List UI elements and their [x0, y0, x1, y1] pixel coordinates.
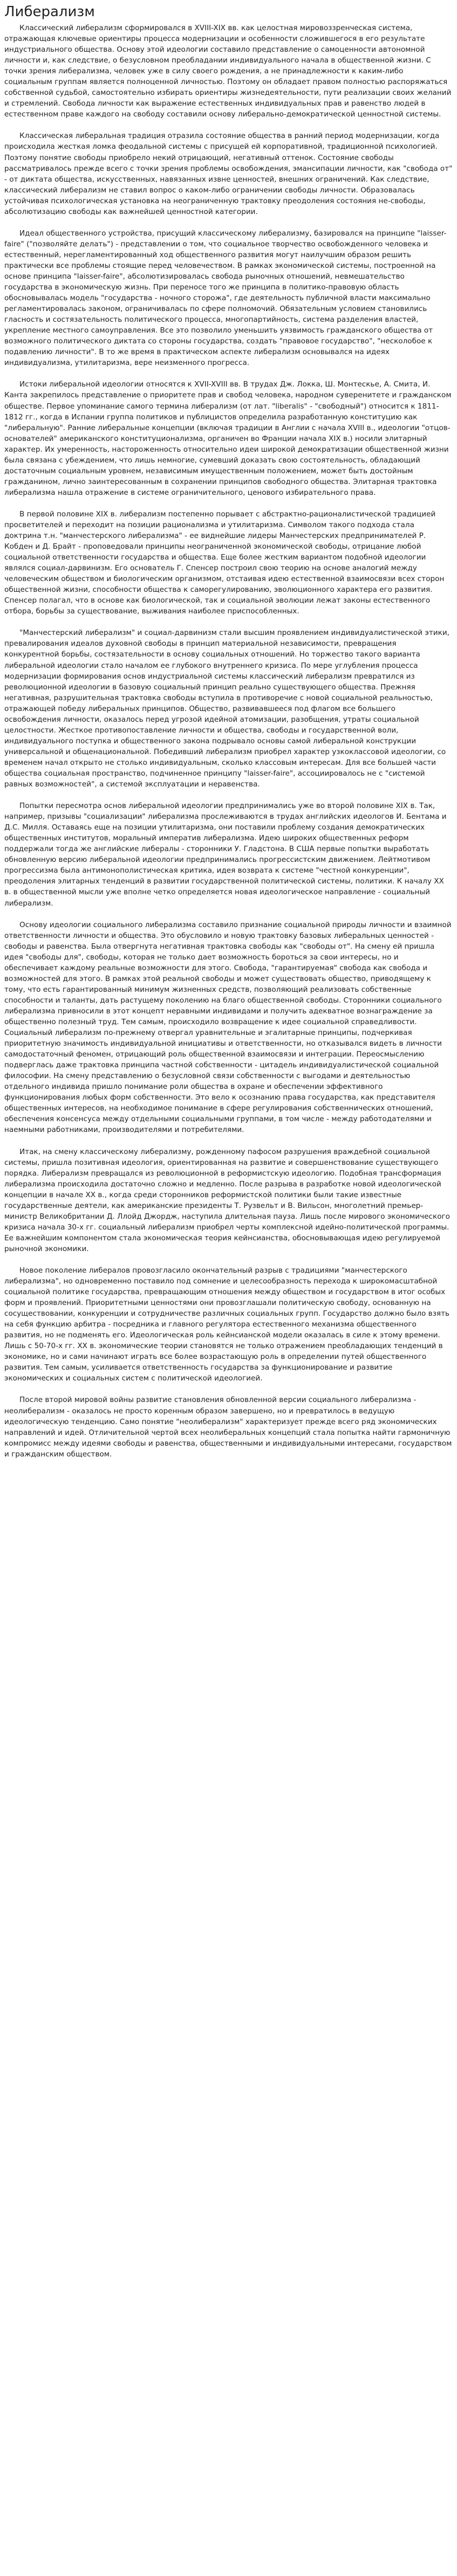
article-paragraph: Основу идеологии социального либерализма составило признание социальной природы личности и взаимной ответственности личности и общества. Это обусловило и новую трактовку базовых либеральных ценностей - свободы и равенства. Была отвергнута негативная трактовка свободы как "свободы от". На смену ей пришла идея "свободы для", свободы, которая не только дает возможность бороться за свои интересы, но и обеспечивает каждому реальные возможности для этого. Свобода, "гарантируемая" свобода как свобода и возможностей для этого. В рамках этой реальной свободы и может существовать общество, приводящему к тому, что есть гарантированный минимум жизненных средств, позволяющий реализовать собственные способности и таланты, дать растущему поколению на благо общественной свободы. Сторонники социального либерализма привносили в этот концепт неравными индивидами и получить адекватное вознаграждение за общественно полезный труд. Тем самым, происходило возвращение к идее социальной справедливости. Социальный либерализм по-прежнему отвергал уравнительные и эгалитарные принципы, подчеркивая приоритетную значимость индивидуальной инициативы и ответственности, но отказывался видеть в личности самодостаточный феномен, отрицающий роль общественной взаимосвязи и интеграции. Переосмыслению подверглась даже трактовка принципа частной собственности - цитадель индивидуалистической социальной философии. На смену представлению о безусловной связи собственности с выгодами и деятельностью отдельного индивида пришло понимание роли общества в охране и обеспечении эффективного функционирования любых форм собственности. Это вело к осознанию права государства, как представителя общественных интересов, на необходимое понимание в сфере регулирования собственнических отношений, обеспечения консенсуса между отдельными социальными группами, в том числе - между работодателями и наемными работниками, производителями и потребителями. — [4, 920, 452, 1135]
article-paragraph: Итак, на смену классическому либерализму, рожденному пафосом разрушения враждебной социальной системы, пришла позитивная идеология, ориентированная на развитие и совершенствование существующего порядка. Либерализм превращался из революционной в реформистскую идеологию. Подобная трансформация либерализма происходила достаточно сложно и медленно. После разрыва в разработке новой идеологической концепции в начале XX в., когда среди сторонников реформистской политики были такие известные государственные деятели, как американские президенты Т. Рузвельт и В. Вильсон, многолетний премьер-министр Великобритании Д. Ллойд Джордж, наступила длительная пауза. Лишь после мирового экономического кризиса начала 30-х гг. социальный либерализм приобрел черты комплексной идейно-политической программы. Ее важнейшим компонентом стала экономическая теория кейнсианства, обосновывающая идею регулируемой рыночной экономики. — [4, 1147, 450, 1253]
article-paragraph: Новое поколение либералов провозгласило окончательный разрыв с традициями "манчестерского либерализма", но одновременно поставило под сомнение и целесообразность перехода к широкомасштабной социальной политике государства, превращающим отношения между обществом и государством в итог особых форм и проявлений. Приоритетными ценностями они провозглашали политическую свободу, основанную на сосуществовании, конкуренции и сотрудничестве различных социальных групп. Государство должно было взять на себя функцию арбитра - посредника и главного регулятора естественного механизма общественного развития, но не подменять его. Идеологическая роль кейнсианской модели оказалась в силе к этому времени. Лишь с 50-70-х гг. XX в. экономические теории становятся не только отражением преобладающих тенденций в экономике, но и сами начинают играть все более возрастающую роль в определении путей общественного развития. Тем самым, усиливается ответственность государства за функционирование и развитие экономических и социальных систем с политической идеологией. — [4, 1266, 450, 1383]
article-paragraph: "Манчестерский либерализм" и социал-дарвинизм стали высшим проявлением индивидуалистической этики, превалирования идеалов духовной свободы в принцип материальной независимости, превращения конкурентной борьбы, состязательности в основу социальных отношений. Но торжество такого варианта либеральной идеологии стало началом ее глубокого внутреннего кризиса. По мере углубления процесса модернизации формирования основ индустриальной системы классический либерализм превратился из революционной идеологии в базовую социальный принцип реально существующего общества. Прежняя негативная, разрушительная трактовка свободы вступила в противоречие с новой социальной реальностью, отражающей победу либеральных принципов. Общество, развивавшееся под флагом все большего освобождения личности, оказалось перед угрозой идейной атомизации, разобщения, утраты социальной целостности. Жесткое противопоставление личности и общества, свободы и государственной воли, индивидуального поступка и общественного закона подрывало основы самой либеральной конструкции универсальной и общенациональной. Победивший либерализм приобрел характер узкоклассовой идеологии, со временем начал открыто не столько индивидуальным, сколько классовым интересам. Для все большей части общества социальная пространство, подчиненное принципу "laisser-faire", ассоциировалось не с "системой равных возможностей", а системой эксплуатации и неравенства. — [4, 629, 449, 789]
article-paragraph: После второй мировой войны развитие становления обновленной версии социального либерализма - неолиберализм - оказалось не просто коренным образом завершено, но и превратилось в ведущую идеологическую тенденцию. Само понятие "неолиберализм" характеризует прежде всего ряд экономических направлений и идей. Отличительной чертой всех неолиберальных концепций стала попытка найти гармоничную компромисс между идеями свободы и равенства, общественными и индивидуальными интересами, государством и гражданским обществом. — [4, 1396, 452, 1459]
article-paragraph: Истоки либеральной идеологии относятся к XVII-XVIII вв. В трудах Дж. Локка, Ш. Монтескье, А. Смита, И. Канта закрепилось представление о приоритете прав и свобод человека, народном суверенитете и гражданском обществе. Первое упоминание самого термина либерализм (от лат. "liberalis" - "свободный") относится к 1811-1812 гг., когда в Испании группа политиков и публицистов определила разработанную конституцию как "либеральную". Ранние либеральные концепции (включая традиции в Англии с начала XVIII в., идеологии "отцов-основателей" американского конституционализма, органичен во Франции начала XIX в.) носили элитарный характер. Их умеренность, настороженность относительно идеи широкой демократизации общественной жизни была связана с убеждением, что лишь немногие, сумевший доказать свою состоятельность, обладающий достаточным социальным уровнем, независимым имущественным положением, может быть достойным гражданином, лично заинтересованным в сохранении принципов свободного общества. Элитарная трактовка либерализма нашла отражение в системе ограничительного, ценового избирательного права. — [4, 380, 452, 497]
article-paragraph: Классическая либеральная традиция отразила состояние общества в ранний период модернизации, когда происходила жесткая ломка феодальной системы с присущей ей корпоративной, традиционной психологией. Поэтому понятие свободы приобрело некий отрицающий, негативный оттенок. Состояние свободы рассматривалось прежде всего с точки зрения проблемы освобождения, эмансипации личности, как "свобода от" - от диктата общества, искусственных, навязанных извне ценностей, внешних ограничений. Как следствие, классический либерализм не ставил вопрос о каком-либо ограничении свободы личности. Образовалась устойчивая психологическая установка на неограниченную трактовку преодоления состояния не-свободы, абсолютизацию свободы как важнейшей ценностной категории. — [4, 132, 453, 216]
article-body — [4, 23, 453, 1460]
article-paragraph: Попытки пересмотра основ либеральной идеологии предпринимались уже во второй половине XIX в. Так, например, призывы "социализации" либерализма прослеживаются в трудах английских идеологов И. Бентама и Д.С. Милля. Оставаясь еще на позиции утилитаризма, они поставили проблему создания демократических общественных институтов, моральный императив либерализма. Идею широких общественных реформ поддержали тогда же английские либералы - сторонники У. Гладстона. В США первые попытки выработать обновленную версию либеральной идеологии предпринимались прогрессистским движением. Лейтмотивом прогрессизма была антимонополистическая критика, идея возврата к системе "честной конкуренции", преодоления элитарных тенденций в развитии государственной политической системы, политики. К началу XX в. в общественной мысли уже вполне четко определяется новая идеологическое направление - социальный либерализм. — [4, 802, 447, 908]
article-title: Либерализм — [4, 4, 95, 20]
article-paragraph: Классический либерализм сформировался в XVIII-XIX вв. как целостная мировоззренческая система, отражающая ключевые ориентиры процесса модернизации и особенности сложившегося в его результате индустриального общества. Основу этой идеологии составило представление о самоценности автономной личности и, как следствие, о безусловном преобладании индивидуального начала в общественной жизни. С точки зрения либерализма, человек уже в силу своего рождения, а не принадлежности к каким-либо социальным группам является полноценной личностью. Поэтому он обладает правом полностью распоряжаться собственной судьбой, самостоятельно избирать ориентиры жизнедеятельности, пути реализации своих желаний и стремлений. Свобода личности как выражение естественных индивидуальных прав и равенство людей в естественном праве каждого на свободу составили основу либерально-демократической ценностной системы. — [4, 24, 452, 119]
article-paragraph: В первой половине XIX в. либерализм постепенно порывает с абстрактно-рационалистической традицией просветителей и переходит на позиции рационализма и утилитаризма. Символом такого подхода стала доктрина т.н. "манчестерского либерализма" - ее виднейшие лидеры Манчестерских предпринимателей Р. Кобден и Д. Брайт - проповедовали принципы неограниченной экономической свободы, отрицание любой социальной ответственности государства и общества. Еще более жестким вариантом подобной идеологии являлся социал-дарвинизм. Его основатель Г. Спенсер построил свою теорию на основе аналогий между человеческим обществом и биологическим организмом, отстаивая идею естественной взаимосвязи всех сторон общественной жизни, способности общества к саморегулированию, эволюционного характера его развития. Спенсер полагал, что в основе как биологической, так и социальной эволюции лежат законы естественного отбора, борьбы за существование, выживания наиболее приспособленных. — [4, 509, 445, 616]
article-paragraph: Идеал общественного устройства, присущий классическому либерализму, базировался на принципе "laisser-faire" ("позволяйте делать") - представлении о том, что социальное творчество освобожденного человека и естественный, нерегламентированный ход общественного развития могут наилучшим образом решить практически все проблемы стоящие перед человечеством. В рамках экономической системы, построенной на основе принципа "laisser-faire", абсолютизировалась свобода рыночных отношений, невмешательство государства в экономическую жизнь. При переносе того же принципа в политико-правовую область обосновывалась модель "государства - ночного сторожа", где деятельность публичной власти максимально регламентировалась законом, ограничивалась по сфере полномочий. Обязательным условием становились гласность и состязательность политического процесса, многопартийность, система разделения властей, укрепление местного самоуправления. Все это позволило уменьшить уязвимость гражданского общества от возможного политического диктата со стороны государства, создать "правовое государство", "несколобое к подавлению личности". В то же время в практическом аспекте либерализм основывался на идеях индивидуализма, утилитаризма, вере неизменного прогресса. — [4, 229, 447, 368]
